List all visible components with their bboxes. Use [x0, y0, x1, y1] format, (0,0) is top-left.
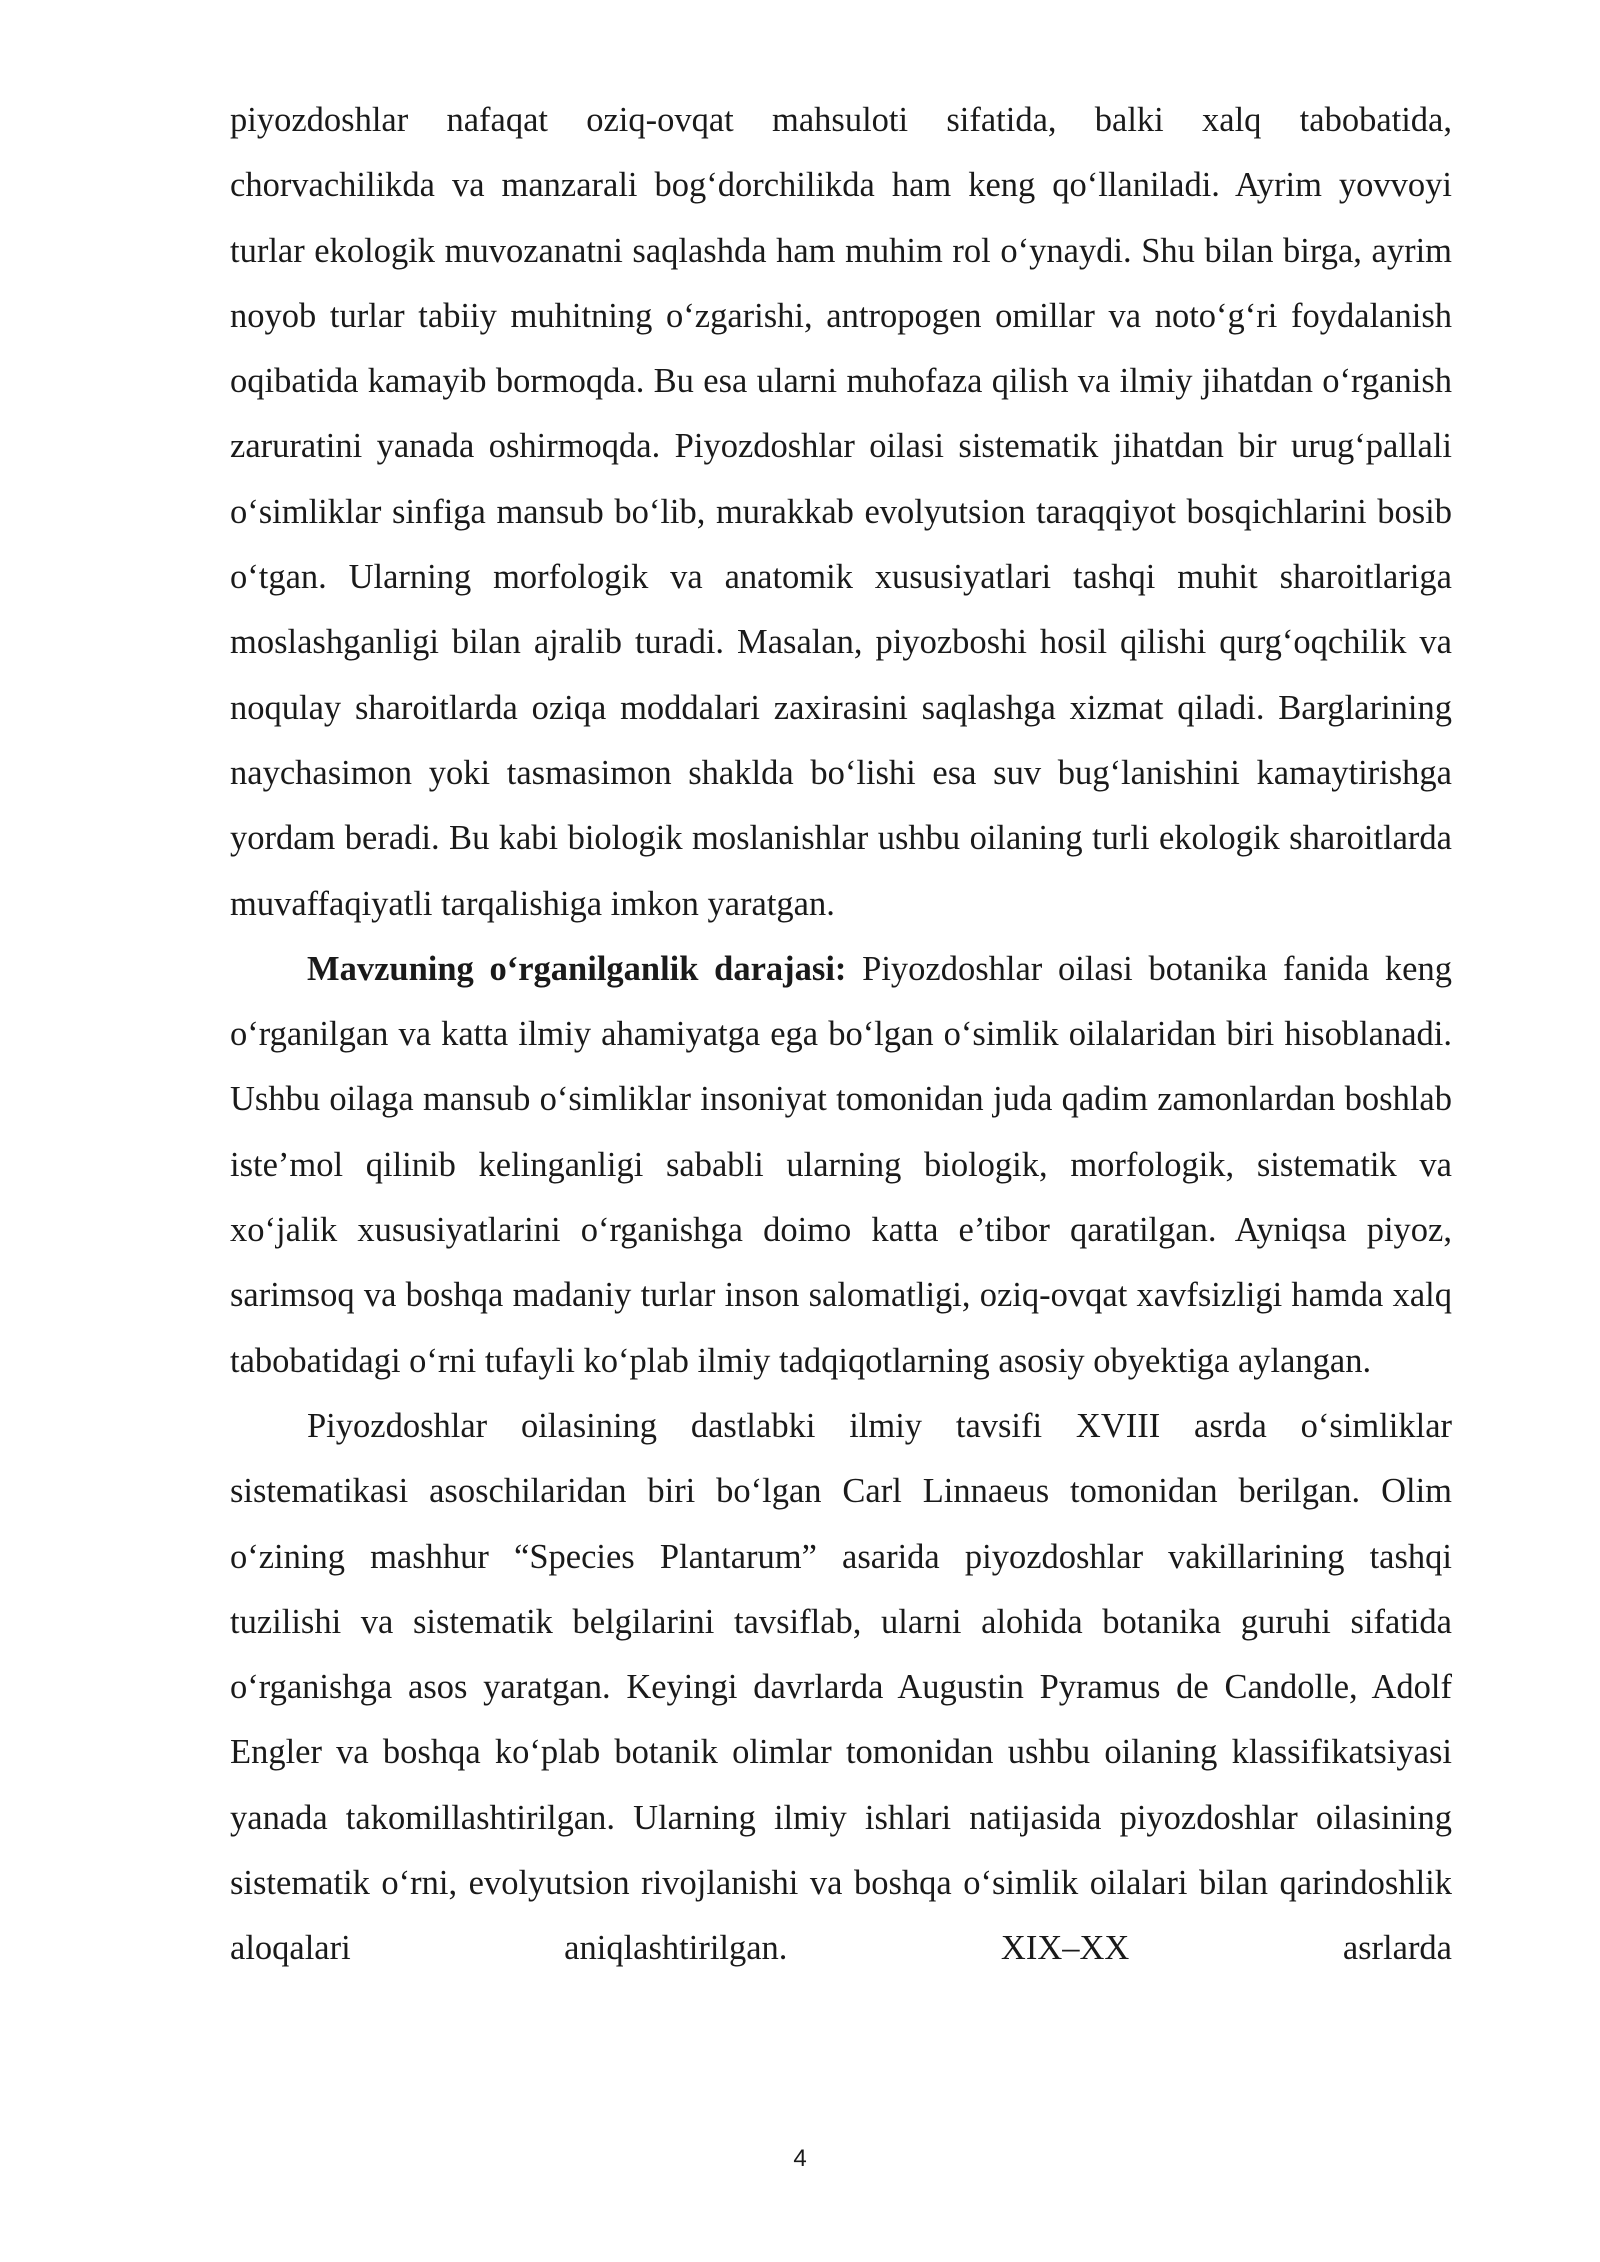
section-heading: Mavzuning o‘rganilganlik darajasi: — [307, 949, 847, 988]
paragraph-study-level-text: Piyozdoshlar oilasi botanika fanida keng o‘rganilgan va katta ilmiy ahamiyatga ega bo‘lgan o‘simlik oilalaridan biri hisoblanadi. Ushbu oilaga mansub o‘simliklar insoniyat tomonidan juda qadim zamonlardan boshlab iste’mol qilinib kelinganligi sababli ularning biologik, morfologik, sistematik va xo‘jalik xususiyatlarini o‘rganishga doimo katta e’tibor qaratilgan. Ayniqsa piyoz, sarimsoq va boshqa madaniy turlar inson salomatligi, oziq-ovqat xavfsizligi hamda xalq tabobatidagi o‘rni tufayli ko‘plab ilmiy tadqiqotlarning asosiy obyektiga aylangan. — [230, 949, 1452, 1380]
document-body — [230, 88, 1452, 1982]
page-number: 4 — [793, 2145, 807, 2172]
paragraph-history: Piyozdoshlar oilasining dastlabki ilmiy tavsifi XVIII asrda o‘simliklar sistematikasi asoschilaridan biri bo‘lgan Carl Linnaeus tomonidan berilgan. Olim o‘zining mashhur “Species Plantarum” asarida piyozdoshlar vakillarining tashqi tuzilishi va sistematik belgilarini tavsiflab, ularni alohida botanika guruhi sifatida o‘rganishga asos yaratgan. Keyingi davrlarda Augustin Pyramus de Candolle, Adolf Engler va boshqa ko‘plab botanik olimlar tomonidan ushbu oilaning klassifikatsiyasi yanada takomillashtirilgan. Ularning ilmiy ishlari natijasida piyozdoshlar oilasining sistematik o‘rni, evolyutsion rivojlanishi va boshqa o‘simlik oilalari bilan qarindoshlik aloqalari aniqlashtirilgan. XIX–XX asrlarda — [230, 1406, 1452, 1968]
paragraph-continuation: piyozdoshlar nafaqat oziq-ovqat mahsuloti sifatida, balki xalq tabobatida, chorvachilikda va manzarali bog‘dorchilikda ham keng qo‘llaniladi. Ayrim yovvoyi turlar ekologik muvozanatni saqlashda ham muhim rol o‘ynaydi. Shu bilan birga, ayrim noyob turlar tabiiy muhitning o‘zgarishi, antropogen omillar va noto‘g‘ri foydalanish oqibatida kamayib bormoqda. Bu esa ularni muhofaza qilish va ilmiy jihatdan o‘rganish zaruratini yanada oshirmoqda. Piyozdoshlar oilasi sistematik jihatdan bir urug‘pallali o‘simliklar sinfiga mansub bo‘lib, murakkab evolyutsion taraqqiyot bosqichlarini bosib o‘tgan. Ularning morfologik va anatomik xususiyatlari tashqi muhit sharoitlariga moslashganligi bilan ajralib turadi. Masalan, piyozboshi hosil qilishi qurg‘oqchilik va noqulay sharoitlarda oziqa moddalari zaxirasini saqlashga xizmat qiladi. Barglarining naychasimon yoki tasmasimon shaklda bo‘lishi esa suv bug‘lanishini kamaytirishga yordam beradi. Bu kabi biologik moslanishlar ushbu oilaning turli ekologik sharoitlarda muvaffaqiyatli tarqalishiga imkon yaratgan. — [230, 101, 1452, 923]
paragraph-study-level — [230, 937, 1452, 1394]
